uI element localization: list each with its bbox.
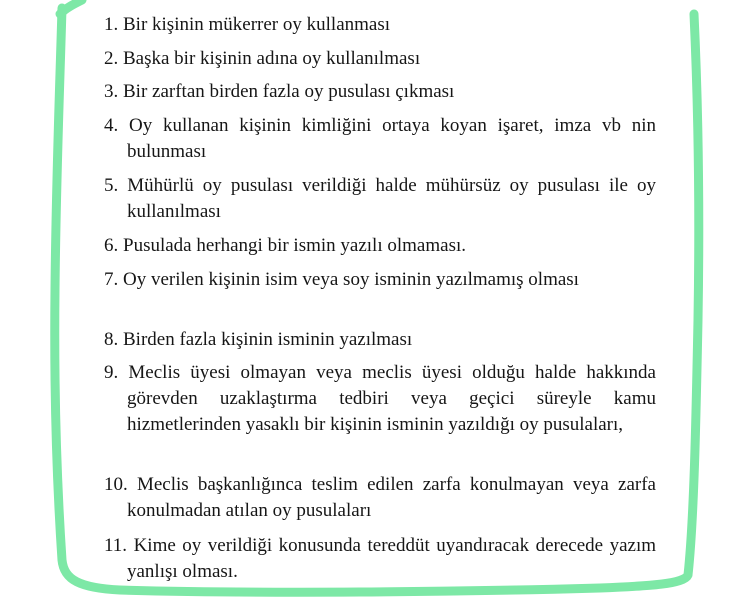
highlighter-stroke-top — [60, 0, 82, 14]
list-item — [104, 12, 656, 38]
item-text: Meclis başkanlığınca teslim edilen zarfa konulmayan veya zarfa konulmadan atılan oy pusulaları — [127, 474, 656, 521]
list-item — [104, 173, 656, 225]
item-text: Başka bir kişinin adına oy kullanılması — [123, 48, 421, 69]
item-number: 3. — [104, 81, 119, 102]
list-item — [104, 533, 656, 585]
item-number: 6. — [104, 235, 119, 256]
list-item — [104, 327, 656, 353]
item-text: Kime oy verildiği konusunda tereddüt uyandıracak derecede yazım yanlışı olması. — [127, 535, 657, 582]
item-number: 9. — [104, 362, 119, 383]
item-number: 1. — [104, 14, 119, 35]
item-number: 2. — [104, 48, 119, 69]
list-item — [104, 267, 656, 293]
list-item — [104, 360, 656, 438]
list-item — [104, 472, 656, 524]
item-text: Meclis üyesi olmayan veya meclis üyesi olduğu halde hakkında görevden uzaklaştırma tedbiri veya geçici süreyle kamu hizmetlerinden yasaklı bir kişinin isminin yazıldığı oy pusulaları, — [127, 362, 656, 435]
list-item — [104, 233, 656, 259]
item-text: Bir zarftan birden fazla oy pusulası çıkması — [123, 81, 455, 102]
item-number: 4. — [104, 115, 119, 136]
item-number: 10. — [104, 474, 128, 495]
item-text: Mühürlü oy pusulası verildiği halde mühürsüz oy pusulası ile oy kullanılması — [127, 175, 656, 222]
item-number: 5. — [104, 175, 119, 196]
item-number: 7. — [104, 269, 119, 290]
item-number: 11. — [104, 535, 128, 556]
item-text: Oy kullanan kişinin kimliğini ortaya koyan işaret, imza vb nin bulunması — [127, 115, 657, 162]
list-item — [104, 79, 656, 105]
list-item — [104, 46, 656, 72]
item-text: Oy verilen kişinin isim veya soy isminin yazılmamış olması — [123, 269, 579, 290]
item-number: 8. — [104, 329, 119, 350]
item-text: Birden fazla kişinin isminin yazılması — [123, 329, 413, 350]
item-text: Bir kişinin mükerrer oy kullanması — [123, 14, 391, 35]
list-item — [104, 113, 656, 165]
item-text: Pusulada herhangi bir ismin yazılı olmaması. — [123, 235, 466, 256]
